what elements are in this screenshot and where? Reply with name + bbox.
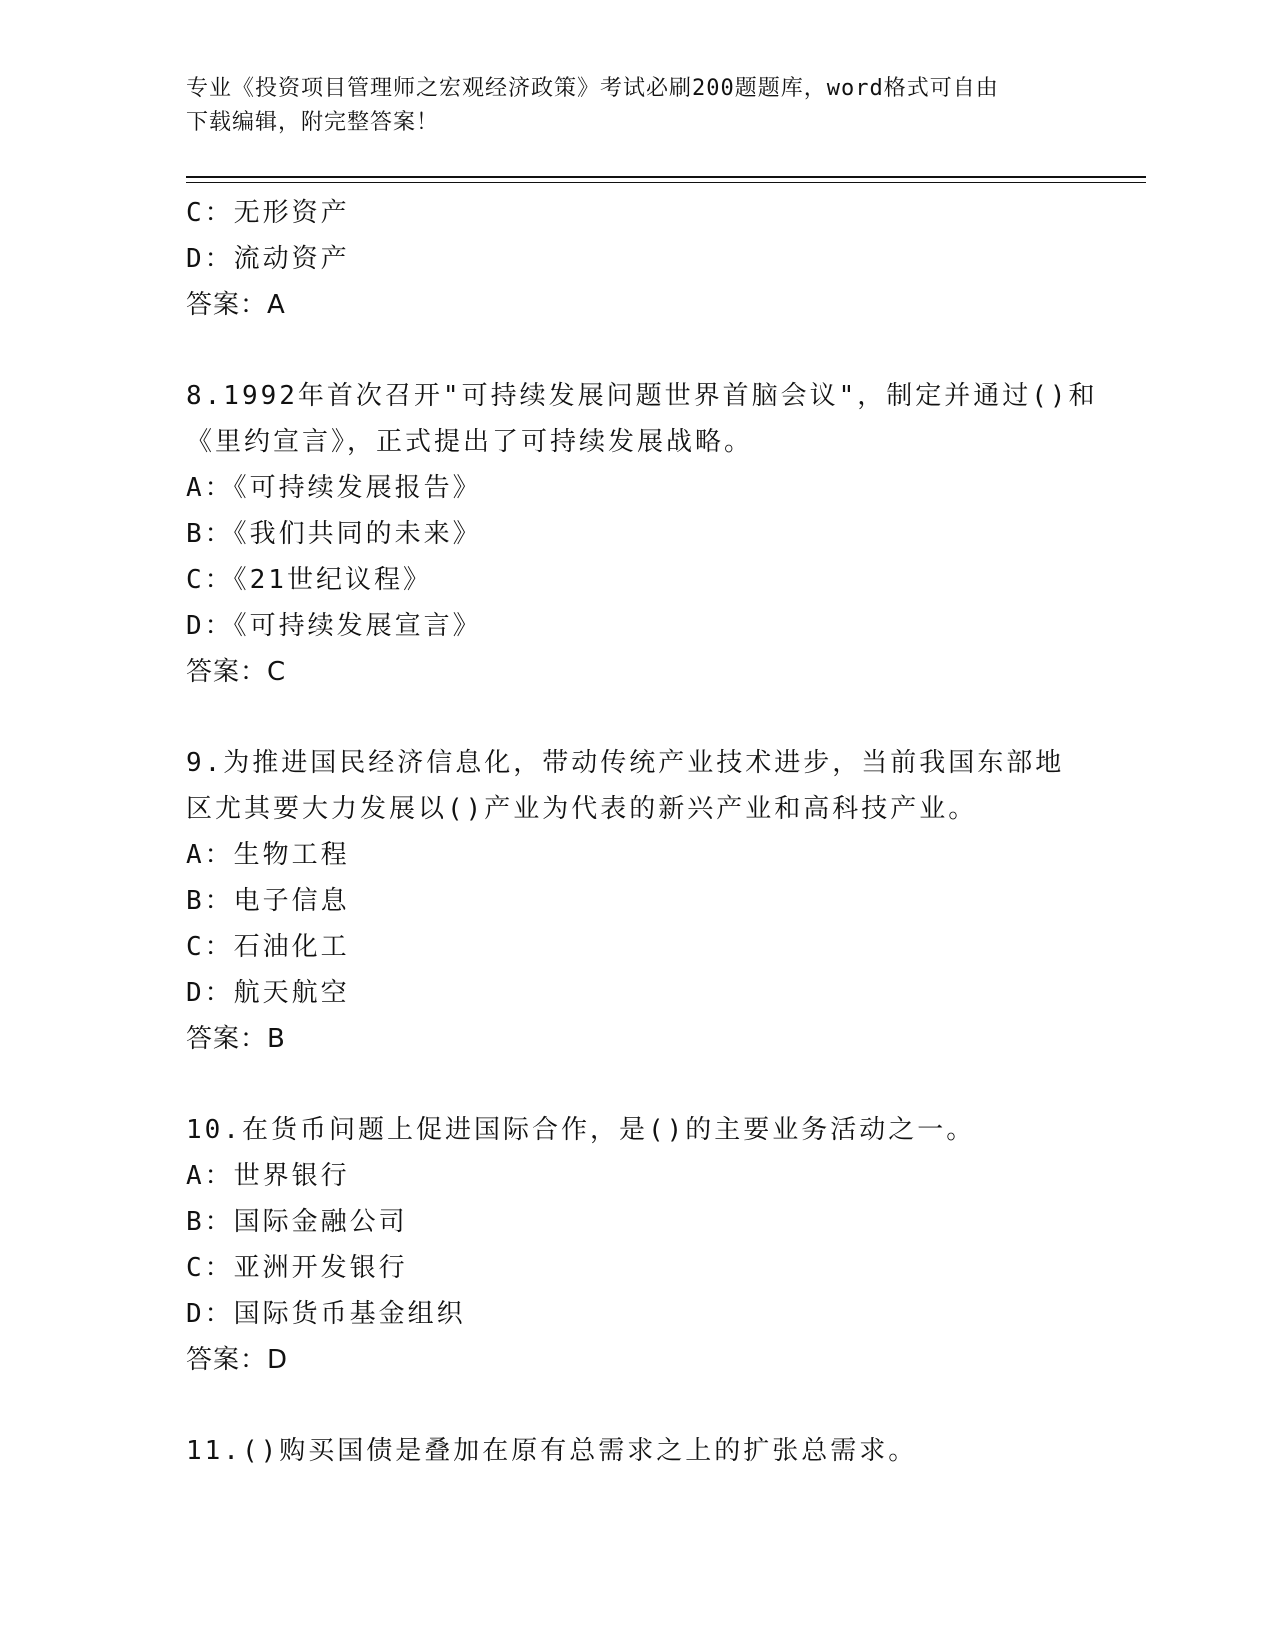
question-list [186,190,1098,1474]
answer-label: 答案：D [186,1345,289,1375]
question-text-line-1: 11.()购买国债是叠加在原有总需求之上的扩张总需求。 [186,1436,918,1466]
header-line-2: 下载编辑，附完整答案！ [186,110,440,135]
option-a: A：生物工程 [186,840,350,870]
option-d: D：航天航空 [186,978,350,1008]
option-b: B：《我们共同的未来》 [186,519,482,549]
question-text-line-2: 《里约宣言》，正式提出了可持续发展战略。 [186,427,754,457]
option-d: D：《可持续发展宣言》 [186,611,482,641]
option-a: A：《可持续发展报告》 [186,473,482,503]
option-a: A：世界银行 [186,1161,350,1191]
question-block-10 [186,1107,1086,1383]
header-line-1: 专业《投资项目管理师之宏观经济政策》考试必刷200题题库，word格式可自由 [186,76,999,101]
option-c: C：无形资产 [186,198,350,228]
question-text-line-1: 8.1992年首次召开"可持续发展问题世界首脑会议"，制定并通过()和 [186,381,1098,411]
question-text-line-2: 区尤其要大力发展以()产业为代表的新兴产业和高科技产业。 [186,794,978,824]
option-b: B：国际金融公司 [186,1207,408,1237]
option-d: D：国际货币基金组织 [186,1299,466,1329]
question-block-8 [186,373,1098,695]
option-c: C：《21世纪议程》 [186,565,432,595]
option-c: C：亚洲开发银行 [186,1253,408,1283]
option-c: C：石油化工 [186,932,350,962]
answer-label: 答案：B [186,1024,286,1054]
question-block-prev [186,190,1086,328]
document-header [186,72,1066,140]
answer-label: 答案：A [186,290,286,320]
header-rule-thick [186,176,1146,178]
answer-label: 答案：C [186,657,287,687]
question-text-line-1: 10.在货币问题上促进国际合作，是()的主要业务活动之一。 [186,1115,976,1145]
option-b: B：电子信息 [186,886,350,916]
question-text-line-1: 9.为推进国民经济信息化，带动传统产业技术进步，当前我国东部地 [186,748,1065,778]
question-block-9 [186,740,1086,1062]
header-rule-thin [186,182,1146,183]
option-d: D：流动资产 [186,244,350,274]
question-block-11 [186,1428,1086,1474]
